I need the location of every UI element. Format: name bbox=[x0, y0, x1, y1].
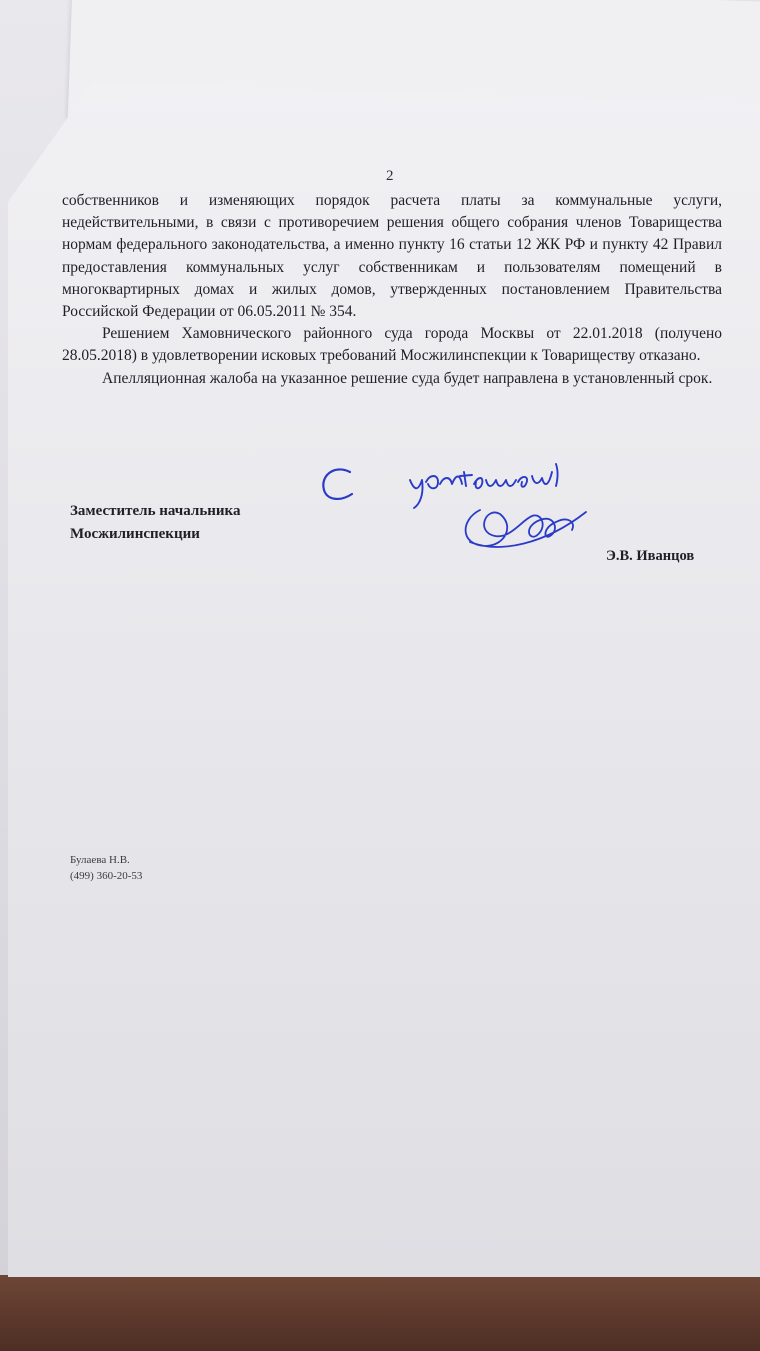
handwriting-note bbox=[410, 464, 558, 508]
handwritten-signature bbox=[310, 450, 600, 570]
paragraph-1: собственников и изменяющих порядок расчета платы за коммунальные услуги, недействительными, в связи с противоречием решения общего собрания членов Товарищества нормам федерального законодательства, а именно пункту 16 статьи 12 ЖК РФ и пункту 42 Правил предоставления коммунальных услуг собственникам и пользователям помещений в многоквартирных домах и жилых домов, утвержденных постановлением Правительства Российской Федерации от 06.05.2011 № 354. bbox=[62, 192, 722, 321]
paragraph-3: Апелляционная жалоба на указанное решение суда будет направлена в установленный срок. bbox=[102, 369, 713, 387]
executor-name: Булаева Н.В. bbox=[70, 854, 130, 866]
paragraph-2: Решением Хамовнического районного суда города Москвы от 22.01.2018 (получено 28.05.2018) в удовлетворении исковых требований Мосжилинспекции к Товариществу отказано. bbox=[62, 325, 722, 365]
signatory-title bbox=[70, 500, 240, 546]
executor-phone: (499) 360-20-53 bbox=[70, 870, 143, 882]
signatory-title-line1: Заместитель начальника bbox=[70, 503, 241, 519]
page-number: 2 bbox=[386, 168, 394, 184]
handwriting-signature-scribble bbox=[466, 510, 586, 547]
executor-block bbox=[70, 852, 142, 884]
handwriting-c bbox=[323, 469, 352, 499]
letter-body bbox=[62, 190, 722, 390]
signatory-name: Э.В. Иванцов bbox=[606, 548, 695, 564]
signatory-title-line2: Мосжилинспекции bbox=[70, 526, 200, 542]
wooden-table bbox=[0, 1275, 760, 1351]
